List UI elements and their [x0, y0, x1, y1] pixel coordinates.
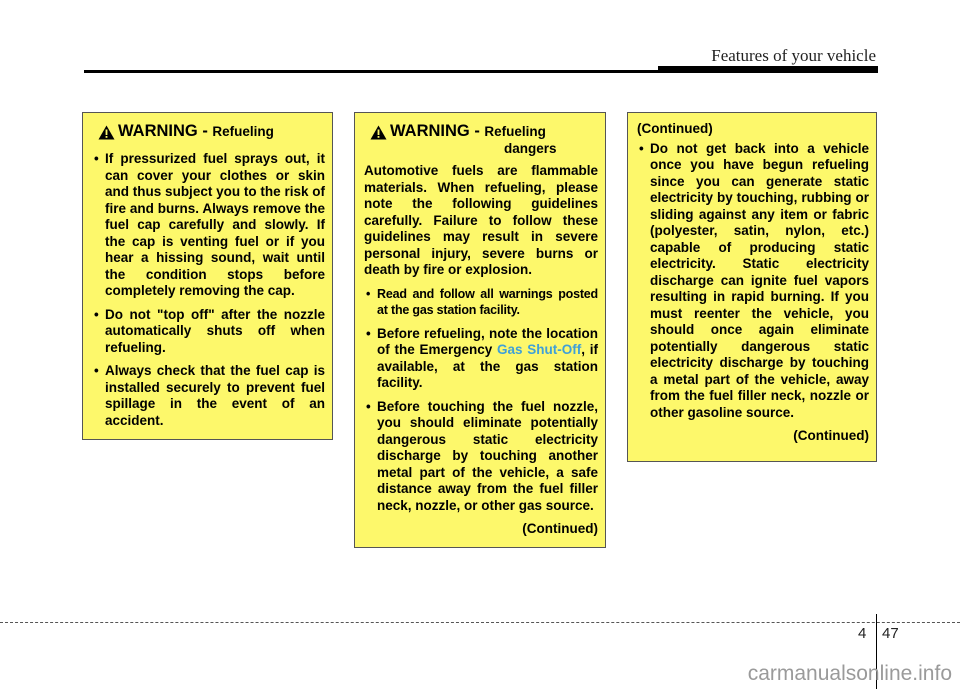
- header-rule-accent: [658, 66, 878, 73]
- section-title: Features of your vehicle: [711, 46, 876, 65]
- list-item: • Do not "top off" after the nozzle automatically shuts off when refueling.: [92, 307, 325, 357]
- list-item: • Before touching the fuel nozzle, you should eliminate potentially dangerous static electricity discharge by touching another metal part of the vehicle, a safe distance away from the fuel filler neck, nozzle, or other gas source.: [364, 399, 598, 515]
- continued-label-top: (Continued): [637, 121, 713, 136]
- warning-box-refueling-dangers: [354, 112, 606, 548]
- list-item-text: , if available, at the gas station facility.: [377, 342, 599, 390]
- warning-label: WARNING -: [390, 122, 485, 140]
- watermark-overlay: Gas Shut-Off: [497, 342, 582, 357]
- warning-box-continued: [627, 112, 877, 462]
- continued-label-bottom: (Continued): [793, 428, 869, 443]
- warning-triangle-icon: [370, 125, 387, 140]
- list-item: [364, 326, 598, 392]
- warning-topic: Refueling: [212, 124, 274, 139]
- warning-intro: Automotive fuels are flammable materials. When refueling, please note the following guidelines carefully. Failure to follow these guidelines may result in severe personal injury, severe burns or death by fire or explosion.: [364, 163, 598, 277]
- list-item: • Read and follow all warnings posted at the gas station facility.: [364, 286, 598, 319]
- warning-label: WARNING -: [118, 122, 213, 140]
- list-item: • Always check that the fuel cap is installed securely to prevent fuel spillage in the event of an accident.: [92, 363, 325, 429]
- page-number: 47: [882, 625, 899, 642]
- chapter-number: 4: [858, 625, 867, 642]
- continued-label: (Continued): [522, 521, 598, 536]
- footer-rule: [0, 622, 960, 623]
- warning-topic-continued: dangers: [504, 140, 557, 156]
- site-watermark: carmanualsonline.info: [747, 662, 952, 685]
- warning-header: [92, 123, 325, 145]
- header-rule: [84, 70, 660, 73]
- list-item: • If pressurized fuel sprays out, it can cover your clothes or skin and thus subject you to the risk of fire and burns. Always remove the fuel cap carefully and slowly. If the cap is venting fuel or if you hear a hissing sound, wait until the condition stops before completely removing the cap.: [92, 151, 325, 300]
- warning-header: [364, 123, 598, 157]
- warning-box-refueling: [82, 112, 333, 440]
- warning-topic: Refueling: [484, 124, 546, 139]
- warning-triangle-icon: [98, 125, 115, 140]
- list-item-text: Before refueling, note the location of the Emergency: [377, 325, 598, 357]
- list-item: • Do not get back into a vehicle once you have begun refueling since you can generate static electricity by touching, rubbing or sliding against any item or fabric (polyester, satin, nylon, etc.) capable of producing static electricity. Static electricity discharge can ignite fuel vapors resulting in rapid burning. If you must reenter the vehicle, you should once again eliminate potentially dangerous static electricity discharge by touching a metal part of the vehicle, away from the fuel filler neck, nozzle or other gasoline source.: [637, 141, 869, 422]
